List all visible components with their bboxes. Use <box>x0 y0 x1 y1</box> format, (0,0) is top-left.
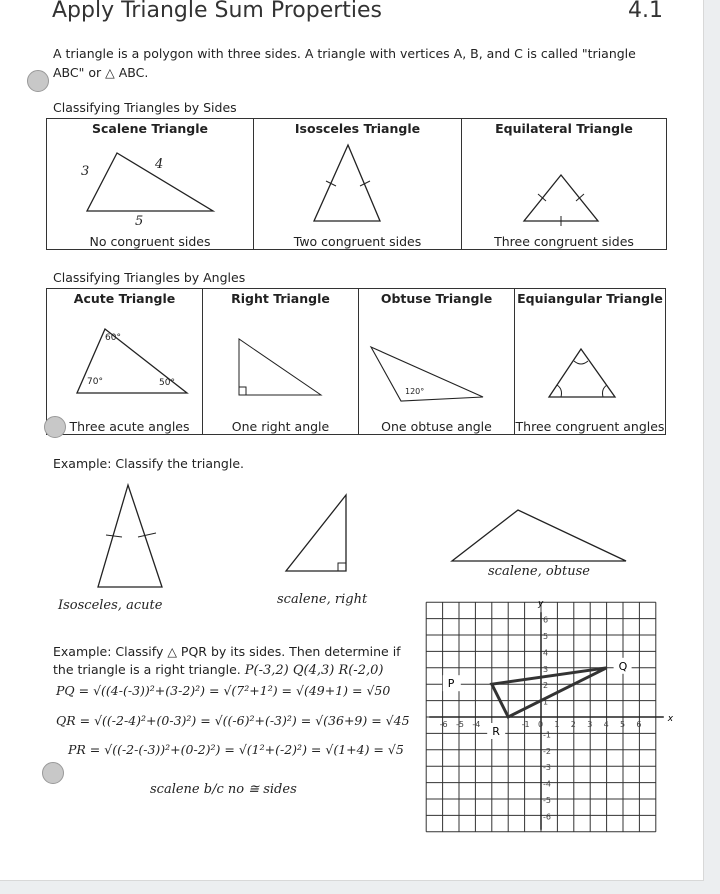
obtuse-caption: One obtuse angle <box>381 419 492 434</box>
isosceles-cell <box>254 119 462 250</box>
point-label-P: P <box>447 677 455 691</box>
example1-heading: Example: Classify the triangle. <box>53 456 244 471</box>
point-label-R: R <box>492 725 500 738</box>
right-triangle-figure <box>203 309 358 409</box>
side-label: 3 <box>81 164 90 179</box>
given-points: P(-3,2) Q(4,3) R(-2,0) <box>244 663 384 678</box>
x-tick-label: -4 <box>472 720 481 729</box>
sides-table <box>46 118 667 250</box>
y-tick-label: 5 <box>543 632 549 641</box>
intro-text: A triangle is a polygon with three sides. A triangle with vertices A, B, and C is called "triangle ABC" or △ ABC. <box>53 46 636 80</box>
equiangular-caption: Three congruent angles <box>515 419 665 434</box>
sides-heading: Classifying Triangles by Sides <box>53 100 237 115</box>
answer-isosceles-acute: Isosceles, acute <box>58 598 163 613</box>
acute-title: Acute Triangle <box>73 291 176 306</box>
side-label: 5 <box>135 214 144 229</box>
angle-label: 50° <box>159 378 175 388</box>
isosceles-title: Isosceles Triangle <box>294 121 421 136</box>
y-tick-label: -6 <box>543 812 551 822</box>
x-tick-label: 4 <box>603 720 609 729</box>
y-tick-label: -3 <box>543 763 551 773</box>
x-tick-label: -6 <box>439 720 448 729</box>
y-tick-label: 1 <box>543 697 549 707</box>
conclusion: scalene b/c no ≅ sides <box>150 782 297 797</box>
x-axis-label: x <box>667 714 674 724</box>
y-tick-label: -4 <box>543 779 551 789</box>
x-tick-label: -1 <box>521 720 530 729</box>
page-title: Apply Triangle Sum Properties <box>52 0 383 23</box>
acute-triangle-figure <box>47 309 202 409</box>
equilateral-triangle-figure <box>462 139 668 229</box>
obtuse-cell <box>359 289 515 435</box>
obtuse-title: Obtuse Triangle <box>380 291 493 306</box>
coordinate-plane <box>420 590 700 840</box>
equiangular-title: Equiangular Triangle <box>517 291 663 306</box>
prompt-text: Example: Classify △ PQR by its sides. Then determine if the triangle is a right triangle. <box>53 644 401 677</box>
y-tick-label: 6 <box>543 615 549 625</box>
x-tick-label: 6 <box>636 720 642 729</box>
answer-scalene-obtuse: scalene, obtuse <box>488 564 590 579</box>
answer-scalene-right: scalene, right <box>277 592 368 607</box>
x-tick-label: 1 <box>554 720 560 729</box>
scalene-title: Scalene Triangle <box>92 121 208 136</box>
equilateral-title: Equilateral Triangle <box>495 121 633 136</box>
equiangular-cell <box>515 289 666 435</box>
point-label-Q: Q <box>618 659 628 673</box>
angles-table <box>46 288 666 435</box>
angle-label: 120° <box>405 387 425 396</box>
section-number: 4.1 <box>628 0 663 23</box>
annotation-marker[interactable] <box>44 416 66 438</box>
y-tick-label: -5 <box>543 796 551 805</box>
angle-label: 60° <box>105 333 121 343</box>
y-tick-label: 4 <box>543 648 549 658</box>
x-tick-label: 3 <box>587 720 593 729</box>
work-pq: PQ = √((4-(-3))²+(3-2)²) = √(7²+1²) = √(49+1) = √50 <box>56 683 391 698</box>
obtuse-triangle-figure <box>359 309 514 409</box>
right-title: Right Triangle <box>231 291 330 306</box>
equiangular-triangle-figure <box>515 309 670 409</box>
right-caption: One right angle <box>231 419 330 434</box>
x-tick-label: 5 <box>620 720 626 729</box>
angles-heading: Classifying Triangles by Angles <box>53 270 246 285</box>
isosceles-caption: Two congruent sides <box>293 234 422 249</box>
scalene-caption: No congruent sides <box>89 234 211 249</box>
scalene-triangle-figure <box>47 139 253 229</box>
triangle-pqr <box>492 668 607 717</box>
example1-figures <box>0 475 720 595</box>
angle-label: 70° <box>87 377 103 387</box>
y-axis-label: y <box>538 599 544 610</box>
annotation-marker[interactable] <box>27 70 49 92</box>
y-tick-label: 3 <box>543 664 549 674</box>
right-cell <box>203 289 359 435</box>
example2-prompt <box>53 643 418 680</box>
work-pr: PR = √((-2-(-3))²+(0-2)²) = √(1²+(-2)²) = √(1+4) = √5 <box>68 742 404 757</box>
x-tick-label: -5 <box>456 720 464 729</box>
y-tick-label: 2 <box>543 681 549 691</box>
acute-cell <box>47 289 203 435</box>
x-tick-label: 2 <box>570 720 576 729</box>
isosceles-triangle-figure <box>254 139 461 229</box>
y-tick-label: -2 <box>543 746 551 756</box>
annotation-marker[interactable] <box>42 762 64 784</box>
scalene-cell <box>47 119 254 250</box>
x-tick-label: 0 <box>538 720 544 729</box>
acute-caption: Three acute angles <box>69 419 190 434</box>
equilateral-caption: Three congruent sides <box>494 234 634 249</box>
side-label: 4 <box>155 157 164 172</box>
work-qr: QR = √((-2-4)²+(0-3)²) = √((-6)²+(-3)²) = √(36+9) = √45 <box>56 713 410 728</box>
equilateral-cell <box>462 119 667 250</box>
y-tick-label: -1 <box>543 730 551 740</box>
